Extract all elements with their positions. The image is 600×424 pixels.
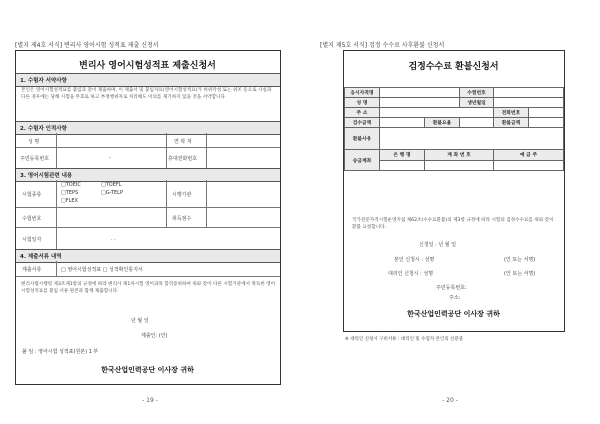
refund-body: 국가전문자격시험운영지침 제62조(수수료환불)의 제3항 규정에 따라 시험의 검정수수료를 위와 같이 환불 요청합니다. (352, 218, 554, 230)
option-flex[interactable]: □FLEX (61, 198, 78, 204)
submitter-line: 제출인: (인) (141, 333, 168, 339)
submission-body: 변리사법시행령 제3조제1항의 규정에 따라 변리사 제1차시험 영어과목 합격증위하여 위와 같이 다른 시험기관에서 취득한 영어시험성적표를 붙임 서류 원본과 함께 제출합니다 (21, 282, 276, 294)
refund-rate-label: 환불요율 (425, 118, 460, 128)
apply-date-line: 신청일 : 년 월 일 (419, 242, 457, 248)
address-label: 주 소 (345, 108, 380, 118)
page-number: - 20 - (442, 397, 458, 404)
attachment-line: 붙 임 : 영어시험 성적표(원본) 1 부 (22, 349, 99, 355)
exam-date-label: 시험일자 (22, 237, 42, 243)
page-number: - 19 - (142, 397, 158, 404)
phone-label: 휴대전화번호 (168, 156, 197, 162)
applicant-self-sign: (인 또는 서명) (504, 257, 536, 263)
account-no-label: 계 좌 번 호 (425, 150, 494, 161)
proxy-rrn-line: 주민등록번호: (436, 285, 467, 291)
phone-label: 전화번호 (494, 108, 529, 118)
recipient-org: 한국산업인력공단 이사장 귀하 (407, 310, 500, 318)
applicant-proxy: 대리인 신청시 : 성명 (388, 271, 434, 277)
option-toeic[interactable]: □TOEIC (61, 182, 81, 188)
english-score-form (15, 50, 281, 385)
birth-label: 생년월일 (460, 98, 494, 108)
refund-amount-label: 환불금액 (494, 118, 529, 128)
proxy-address-line: 주소: (449, 295, 461, 301)
score-label: 취득점수 (172, 216, 192, 222)
test-type-label: 시험종류 (22, 192, 42, 198)
fee-label: 검수금액 (345, 118, 380, 128)
holder-label: 예 금 주 (494, 150, 564, 161)
refund-form (343, 50, 565, 332)
right-page (300, 0, 600, 424)
pledge-text: 본인은 영어시험성적표를 붙임과 같이 제출하며, 이 제출서 및 붙임자료(영어시험성적표)가 허위작성 또는 위조 등으로 사실과 다른 경우에는 당해 시험을 무효로 하고 부정행위자로 처리해도 이의를 제기하지 않을 것을 서약합니다 (21, 88, 272, 100)
exam-type-label: 응시자격명 (345, 88, 380, 98)
date-line: 년 월 일 (131, 318, 149, 324)
exam-no-label: 수험번호 (22, 216, 42, 222)
proxy-footnote: ※ 대리인 신청시 구비서류 : 대리인 및 수험자 본인의 신분증 (345, 337, 464, 342)
option-gtelp[interactable]: □G-TELP (101, 190, 123, 196)
rrn-label: 주민등록번호 (20, 156, 49, 162)
applicant-proxy-sign: (인 또는 서명) (504, 271, 536, 277)
bank-name-label: 은 행 명 (380, 150, 425, 161)
org-label: 시행기관 (172, 192, 192, 198)
docs-label: 제출서류 (22, 267, 42, 273)
form-title: 검정수수료 환불신청서 (408, 62, 499, 72)
option-teps[interactable]: □TEPS (61, 190, 79, 196)
bank-account-label: 송금계좌 (345, 150, 380, 171)
section-exam-header: 3. 영어시험관련 내용 (16, 168, 280, 182)
refund-table (344, 87, 564, 171)
option-toefl[interactable]: □TOEFL (101, 182, 122, 188)
reason-label: 환불사유 (345, 128, 380, 150)
recipient-org: 한국산업인력공단 이사장 귀하 (101, 366, 194, 374)
form-caption: [별지 제5호 서식] 검정 수수료 사후환불 신청서 (320, 42, 445, 49)
contact-label: 연 락 처 (174, 139, 192, 145)
name-label: 성 명 (28, 139, 40, 145)
applicant-self: 본인 신청시 : 성명 (394, 257, 435, 263)
rrn-dash: - (109, 155, 111, 161)
section-docs-header: 4. 제출서류 내역 (16, 249, 280, 263)
section-pledge-header: 1. 수험자 서약사항 (16, 73, 280, 87)
name-label: 성 명 (345, 98, 380, 108)
exam-date-dots: . . (111, 236, 116, 242)
docs-value: □ 영어시험성적표 □ 성적확인통지서 (61, 267, 143, 273)
form-title: 변리사 영어시험성적표 제출신청서 (79, 61, 216, 71)
section-personal-header: 2. 수험자 인적사항 (16, 121, 280, 135)
exam-no-label: 수험번호 (460, 88, 494, 98)
form-caption: [별지 제4호 서식] 변리사 영어시험 성적표 제출 신청서 (15, 42, 159, 49)
